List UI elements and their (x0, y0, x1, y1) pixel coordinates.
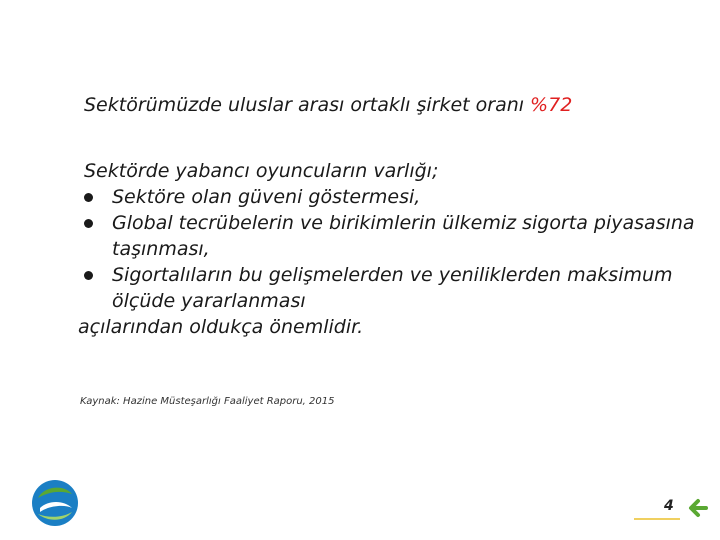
body-outro: açılarından oldukça önemlidir. (78, 316, 364, 338)
bullet-list (84, 184, 704, 314)
company-logo-icon (30, 478, 80, 528)
bullet-icon (84, 271, 93, 280)
body-intro: Sektörde yabancı oyuncuların varlığı; (84, 160, 439, 182)
bullet-icon (84, 219, 93, 228)
source-citation: Kaynak: Hazine Müsteşarlığı Faaliyet Raporu, 2015 (80, 396, 335, 407)
bullet-item (84, 184, 704, 210)
back-arrow-icon[interactable] (684, 495, 710, 521)
headline-value: %72 (530, 94, 573, 116)
bullet-item (84, 262, 704, 314)
bullet-item (84, 210, 704, 262)
headline (84, 94, 572, 116)
headline-text: Sektörümüzde uluslar arası ortaklı şirket oranı (84, 94, 525, 116)
bullet-text: Global tecrübelerin ve birikimlerin ülkemiz sigorta piyasasına taşınması, (112, 212, 695, 260)
footer-underline (634, 518, 680, 520)
bullet-text: Sektöre olan güveni göstermesi, (112, 186, 421, 208)
bullet-text: Sigortalıların bu gelişmelerden ve yeniliklerden maksimum ölçüde yararlanması (112, 264, 673, 312)
bullet-icon (84, 193, 93, 202)
body-block (78, 158, 704, 340)
page-number: 4 (664, 498, 674, 514)
